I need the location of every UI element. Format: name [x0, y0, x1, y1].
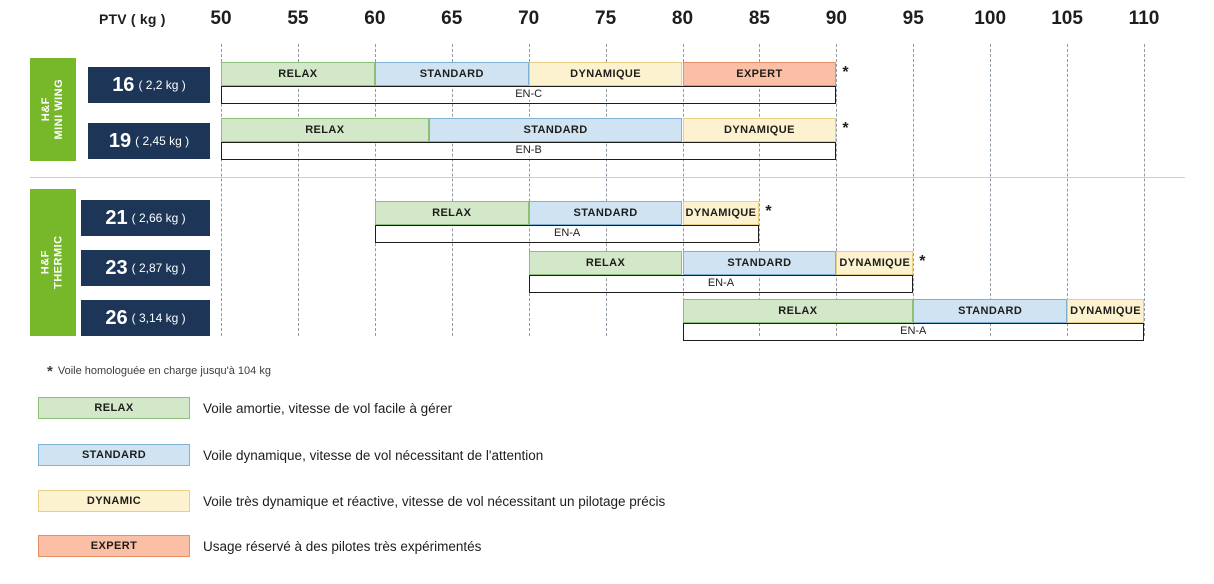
axis-tick-60: 60	[364, 8, 386, 29]
footnote	[47, 363, 271, 380]
segment-26-standard: STANDARD	[913, 299, 1067, 323]
en-rating-21: EN-A	[551, 227, 583, 239]
axis-tick-65: 65	[441, 8, 463, 29]
segment-16-standard: STANDARD	[375, 62, 529, 86]
model-weight: ( 2,45 kg )	[135, 134, 190, 148]
en-rating-19: EN-B	[513, 144, 545, 156]
axis-tick-95: 95	[902, 8, 924, 29]
segment-16-relax: RELAX	[221, 62, 375, 86]
axis-tick-85: 85	[748, 8, 770, 29]
axis-tick-90: 90	[825, 8, 847, 29]
group-tab-thermic	[30, 189, 76, 336]
footnote-star: *	[47, 363, 53, 380]
group-divider	[30, 177, 1185, 178]
segment-21-standard: STANDARD	[529, 201, 683, 225]
legend-chip-standard: STANDARD	[38, 444, 190, 466]
en-rating-26: EN-A	[897, 325, 929, 337]
legend-desc-dynamique: Voile très dynamique et réactive, vitesse de vol nécessitant un pilotage précis	[203, 494, 666, 509]
model-weight: ( 2,2 kg )	[138, 78, 186, 92]
model-weight: ( 3,14 kg )	[131, 311, 186, 325]
model-badge-26	[81, 300, 210, 336]
axis-tick-105: 105	[1051, 8, 1083, 29]
en-rating-16: EN-C	[512, 88, 545, 100]
legend-chip-relax: RELAX	[38, 397, 190, 419]
model-size: 21	[105, 206, 128, 229]
segment-23-relax: RELAX	[529, 251, 683, 275]
group-tab-mini-wing	[30, 58, 76, 161]
model-badge-21	[81, 200, 210, 236]
segment-16-expert: EXPERT	[683, 62, 837, 86]
segment-23-dynamique: DYNAMIQUE	[836, 251, 913, 275]
axis-tick-55: 55	[287, 8, 309, 29]
axis-tick-75: 75	[595, 8, 617, 29]
segment-21-relax: RELAX	[375, 201, 529, 225]
model-size: 16	[112, 73, 135, 96]
legend-chip-expert: EXPERT	[38, 535, 190, 557]
model-size: 19	[108, 129, 132, 152]
gridline-95	[913, 44, 914, 336]
model-size: 23	[105, 256, 128, 279]
axis-tick-110: 110	[1128, 8, 1160, 29]
asterisk-21: *	[765, 203, 772, 220]
en-rating-23: EN-A	[705, 277, 737, 289]
segment-23-standard: STANDARD	[683, 251, 837, 275]
model-weight: ( 2,66 kg )	[131, 211, 186, 225]
axis-tick-50: 50	[210, 8, 232, 29]
axis-label-ptv: PTV ( kg )	[99, 11, 166, 27]
model-badge-16	[88, 67, 210, 103]
segment-21-dynamique: DYNAMIQUE	[683, 201, 760, 225]
axis-tick-100: 100	[974, 8, 1007, 29]
asterisk-16: *	[842, 64, 849, 81]
gridline-110	[1144, 44, 1145, 336]
model-badge-19	[88, 123, 210, 159]
footnote-text: Voile homologuée en charge jusqu'à 104 kg	[57, 365, 271, 377]
model-weight: ( 2,87 kg )	[131, 261, 186, 275]
segment-26-relax: RELAX	[683, 299, 914, 323]
segment-19-dynamique: DYNAMIQUE	[683, 118, 837, 142]
gridline-105	[1067, 44, 1068, 336]
group-tab-thermic-label: H&F THERMIC	[39, 235, 66, 290]
gridline-100	[990, 44, 991, 336]
legend-desc-standard: Voile dynamique, vitesse de vol nécessitant de l'attention	[203, 448, 544, 463]
axis-tick-80: 80	[671, 8, 694, 29]
legend-desc-relax: Voile amortie, vitesse de vol facile à gérer	[203, 401, 453, 416]
segment-19-relax: RELAX	[221, 118, 429, 142]
legend-desc-expert: Usage réservé à des pilotes très expérimentés	[203, 539, 482, 554]
group-tab-mini-wing-label: H&F MINI WING	[39, 79, 65, 140]
segment-26-dynamique: DYNAMIQUE	[1067, 299, 1144, 323]
segment-19-standard: STANDARD	[429, 118, 683, 142]
segment-16-dynamique: DYNAMIQUE	[529, 62, 683, 86]
asterisk-19: *	[842, 120, 849, 137]
model-size: 26	[105, 306, 128, 329]
asterisk-23: *	[919, 253, 926, 270]
model-badge-23	[81, 250, 210, 286]
legend-chip-dynamique: DYNAMIC	[38, 490, 190, 512]
axis-tick-70: 70	[518, 8, 540, 29]
